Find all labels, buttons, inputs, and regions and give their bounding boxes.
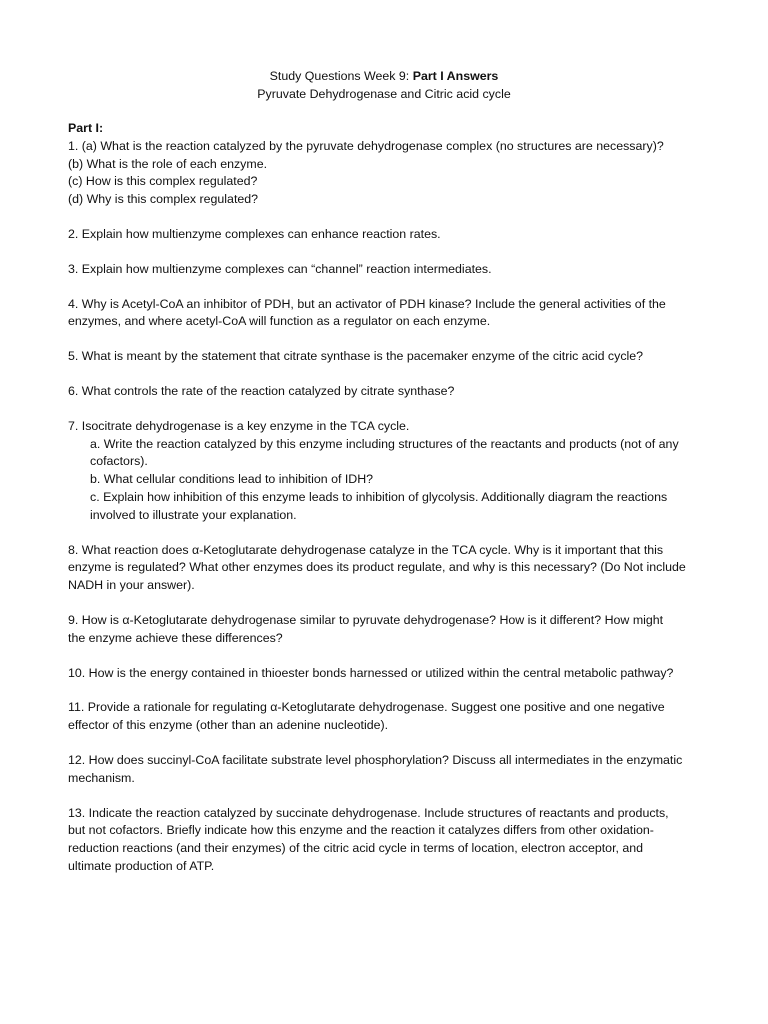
question-1c: (c) How is this complex regulated? (68, 174, 258, 189)
question-line: but not cofactors. Briefly indicate how this enzyme and the reaction it catalyzes differs from other oxidation- (68, 823, 654, 838)
question-11 (68, 699, 708, 735)
question-line: 6. What controls the rate of the reaction catalyzed by citrate synthase? (68, 383, 455, 398)
question-line: 3. Explain how multienzyme complexes can “channel” reaction intermediates. (68, 261, 492, 276)
question-13 (68, 805, 708, 876)
question-line: 5. What is meant by the statement that citrate synthase is the pacemaker enzyme of the citric acid cycle? (68, 349, 644, 364)
question-line: ultimate production of ATP. (68, 858, 215, 873)
question-7a: a. Write the reaction catalyzed by this enzyme including structures of the reactants and products (not of any (90, 436, 679, 451)
question-line: 8. What reaction does α-Ketoglutarate dehydrogenase catalyze in the TCA cycle. Why is it important that this (68, 542, 664, 557)
question-10 (68, 665, 708, 683)
question-1b: (b) What is the role of each enzyme. (68, 156, 268, 171)
question-line: 9. How is α-Ketoglutarate dehydrogenase similar to pyruvate dehydrogenase? How is it different? How might (68, 612, 664, 627)
question-1 (68, 120, 708, 209)
question-line: 2. Explain how multienzyme complexes can enhance reaction rates. (68, 226, 441, 241)
question-8 (68, 542, 708, 595)
question-line: 4. Why is Acetyl-CoA an inhibitor of PDH, but an activator of PDH kinase? Include the general activities of the (68, 296, 666, 311)
document-header (0, 68, 768, 104)
document-body (68, 120, 708, 893)
question-7b: b. What cellular conditions lead to inhibition of IDH? (90, 472, 374, 487)
question-line: effector of this enzyme (other than an adenine nucleotide). (68, 718, 389, 733)
question-5 (68, 348, 708, 366)
question-line: 10. How is the energy contained in thioester bonds harnessed or utilized within the central metabolic pathway? (68, 665, 674, 680)
question-line: reduction reactions (and their enzymes) of the citric acid cycle in terms of location, electron acceptor, and (68, 841, 644, 856)
question-line: NADH in your answer). (68, 578, 195, 593)
question-line: 12. How does succinyl-CoA facilitate substrate level phosphorylation? Discuss all intermediates in the enzymatic (68, 752, 683, 767)
question-line: 11. Provide a rationale for regulating α-Ketoglutarate dehydrogenase. Suggest one positive and one negative (68, 700, 665, 715)
document-title (0, 68, 768, 86)
question-7c: c. Explain how inhibition of this enzyme leads to inhibition of glycolysis. Additionally diagram the reactions (90, 489, 668, 504)
question-line: enzyme is regulated? What other enzymes does its product regulate, and why is this necessary? (Do Not include (68, 560, 686, 575)
question-2 (68, 226, 708, 244)
part-heading: Part I: (68, 121, 104, 135)
question-line: the enzyme achieve these differences? (68, 630, 283, 645)
question-line: 7. Isocitrate dehydrogenase is a key enzyme in the TCA cycle. (68, 418, 410, 433)
question-9 (68, 612, 708, 648)
question-12 (68, 752, 708, 788)
question-line: 13. Indicate the reaction catalyzed by succinate dehydrogenase. Include structures of reactants and products, (68, 805, 669, 820)
question-1a: 1. (a) What is the reaction catalyzed by the pyruvate dehydrogenase complex (no structures are necessary)? (68, 138, 664, 153)
question-line: mechanism. (68, 770, 135, 785)
question-4 (68, 296, 708, 332)
question-7 (68, 418, 708, 525)
question-1d: (d) Why is this complex regulated? (68, 192, 259, 207)
question-7c-cont: involved to illustrate your explanation. (90, 507, 297, 522)
question-6 (68, 383, 708, 401)
question-3 (68, 261, 708, 279)
document-subtitle: Pyruvate Dehydrogenase and Citric acid cycle (257, 87, 511, 101)
question-7a-cont: cofactors). (90, 454, 148, 469)
title-bold: Part I Answers (412, 69, 499, 83)
question-line: enzymes, and where acetyl-CoA will function as a regulator on each enzyme. (68, 314, 491, 329)
title-prefix: Study Questions Week 9: (269, 69, 413, 83)
